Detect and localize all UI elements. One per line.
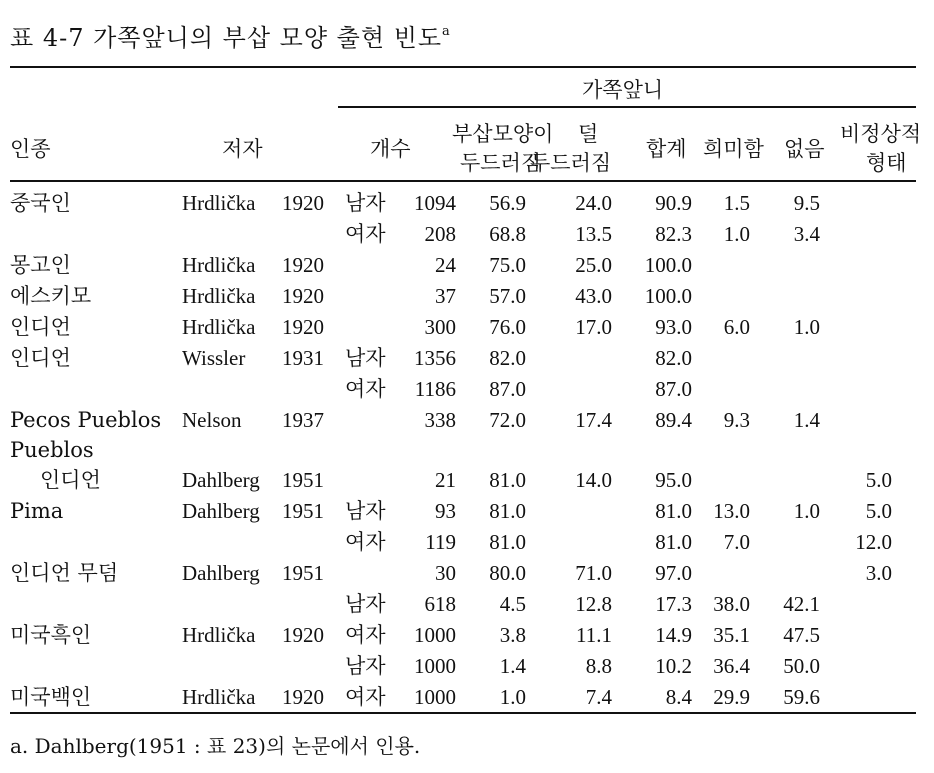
cell-sex: 여자 xyxy=(345,222,386,246)
cell-total: 82.3 xyxy=(655,222,692,246)
cell-faint: 29.9 xyxy=(713,685,750,709)
cell-count: 93 xyxy=(435,499,456,523)
cell-total: 87.0 xyxy=(655,377,692,401)
cell-less: 43.0 xyxy=(575,284,612,308)
cell-less: 17.4 xyxy=(575,408,612,432)
cell-none: 50.0 xyxy=(783,654,820,678)
cell-abnormal: 5.0 xyxy=(865,468,892,492)
cell-shovel: 3.8 xyxy=(499,623,526,647)
footnote: a. Dahlberg(1951 : 표 23)의 논문에서 인용. xyxy=(10,734,421,758)
cell-total: 10.2 xyxy=(655,654,692,678)
cell-race: 미국흑인 xyxy=(10,623,92,647)
cell-year: 1951 xyxy=(282,499,324,523)
cell-race: 몽고인 xyxy=(10,253,71,277)
header-total: 합계 xyxy=(646,137,687,161)
cell-total: 17.3 xyxy=(655,592,692,616)
cell-count: 1000 xyxy=(414,654,456,678)
header-author: 저자 xyxy=(222,137,263,161)
cell-total: 90.9 xyxy=(655,191,692,215)
cell-race: 인디언 xyxy=(40,468,101,492)
cell-year: 1951 xyxy=(282,468,324,492)
cell-count: 208 xyxy=(424,222,456,246)
cell-total: 8.4 xyxy=(665,685,692,709)
cell-sex: 남자 xyxy=(345,191,386,215)
cell-shovel: 87.0 xyxy=(489,377,526,401)
header-less-2: 두드러짐 xyxy=(530,151,612,175)
cell-count: 37 xyxy=(435,284,456,308)
group-rule xyxy=(338,106,916,108)
cell-shovel: 72.0 xyxy=(489,408,526,432)
cell-author: Dahlberg xyxy=(182,561,260,585)
cell-none: 3.4 xyxy=(793,222,820,246)
cell-less: 12.8 xyxy=(575,592,612,616)
cell-abnormal: 12.0 xyxy=(855,530,892,554)
cell-faint: 7.0 xyxy=(723,530,750,554)
cell-none: 47.5 xyxy=(783,623,820,647)
cell-sex: 남자 xyxy=(345,346,386,370)
cell-year: 1920 xyxy=(282,315,324,339)
cell-faint: 13.0 xyxy=(713,499,750,523)
cell-count: 1356 xyxy=(414,346,456,370)
cell-race: 미국백인 xyxy=(10,685,92,709)
header-faint: 희미함 xyxy=(703,137,764,161)
cell-count: 24 xyxy=(435,253,456,277)
header-abnormal-1: 비정상적 xyxy=(840,122,922,146)
cell-less: 24.0 xyxy=(575,191,612,215)
cell-none: 1.0 xyxy=(793,499,820,523)
header-none: 없음 xyxy=(784,137,825,161)
cell-faint: 9.3 xyxy=(723,408,750,432)
cell-none: 9.5 xyxy=(793,191,820,215)
cell-less: 11.1 xyxy=(576,623,612,647)
cell-count: 1094 xyxy=(414,191,456,215)
cell-race: Pecos Pueblos xyxy=(10,408,162,432)
cell-total: 93.0 xyxy=(655,315,692,339)
cell-count: 618 xyxy=(424,592,456,616)
cell-faint: 36.4 xyxy=(713,654,750,678)
cell-total: 100.0 xyxy=(644,253,692,277)
cell-less: 7.4 xyxy=(585,685,612,709)
cell-none: 59.6 xyxy=(783,685,820,709)
cell-year: 1920 xyxy=(282,623,324,647)
cell-author: Hrdlička xyxy=(182,191,256,215)
cell-shovel: 76.0 xyxy=(489,315,526,339)
bottom-rule xyxy=(10,712,916,714)
cell-race: 인디언 xyxy=(10,346,71,370)
cell-year: 1937 xyxy=(282,408,324,432)
cell-year: 1951 xyxy=(282,561,324,585)
cell-race: 에스키모 xyxy=(10,284,92,308)
cell-total: 14.9 xyxy=(655,623,692,647)
cell-race: Pima xyxy=(10,499,64,523)
cell-count: 300 xyxy=(424,315,456,339)
cell-race: 인디언 xyxy=(10,315,71,339)
cell-total: 81.0 xyxy=(655,530,692,554)
cell-less: 71.0 xyxy=(575,561,612,585)
cell-author: Hrdlička xyxy=(182,623,256,647)
table-title: 표 4-7 가쪽앞니의 부삽 모양 출현 빈도$^a$ xyxy=(10,24,451,52)
cell-faint: 1.0 xyxy=(723,222,750,246)
header-shovel-2: 두드러짐 xyxy=(460,151,542,175)
cell-count: 119 xyxy=(425,530,456,554)
cell-total: 97.0 xyxy=(655,561,692,585)
cell-shovel: 57.0 xyxy=(489,284,526,308)
group-header: 가쪽앞니 xyxy=(582,78,664,102)
cell-count: 21 xyxy=(435,468,456,492)
cell-abnormal: 5.0 xyxy=(865,499,892,523)
cell-author: Hrdlička xyxy=(182,284,256,308)
cell-year: 1920 xyxy=(282,284,324,308)
cell-less: 13.5 xyxy=(575,222,612,246)
cell-faint: 1.5 xyxy=(723,191,750,215)
title-footnote-marker: a xyxy=(442,24,451,39)
cell-sex: 남자 xyxy=(345,592,386,616)
cell-race: 중국인 xyxy=(10,191,71,215)
cell-faint: 6.0 xyxy=(723,315,750,339)
cell-none: 1.0 xyxy=(793,315,820,339)
cell-count: 1000 xyxy=(414,685,456,709)
cell-shovel: 82.0 xyxy=(489,346,526,370)
cell-less: 17.0 xyxy=(575,315,612,339)
cell-less: 14.0 xyxy=(575,468,612,492)
cell-shovel: 81.0 xyxy=(489,530,526,554)
cell-less: 25.0 xyxy=(575,253,612,277)
cell-none: 42.1 xyxy=(783,592,820,616)
cell-count: 1186 xyxy=(414,377,456,401)
cell-count: 30 xyxy=(435,561,456,585)
header-race: 인종 xyxy=(10,137,51,161)
cell-year: 1920 xyxy=(282,685,324,709)
cell-shovel: 68.8 xyxy=(489,222,526,246)
cell-shovel: 81.0 xyxy=(489,468,526,492)
cell-faint: 38.0 xyxy=(713,592,750,616)
header-rule xyxy=(10,180,916,182)
header-shovel-1: 부삽모양이 xyxy=(452,122,554,146)
cell-author: Dahlberg xyxy=(182,468,260,492)
cell-year: 1920 xyxy=(282,253,324,277)
cell-total: 82.0 xyxy=(655,346,692,370)
cell-year: 1931 xyxy=(282,346,324,370)
cell-sex: 남자 xyxy=(345,654,386,678)
cell-race: 인디언 무덤 xyxy=(10,561,119,585)
top-rule xyxy=(10,66,916,68)
cell-shovel: 56.9 xyxy=(489,191,526,215)
cell-count: 338 xyxy=(424,408,456,432)
cell-author: Hrdlička xyxy=(182,253,256,277)
cell-total: 89.4 xyxy=(655,408,692,432)
cell-total: 81.0 xyxy=(655,499,692,523)
header-less-1: 덜 xyxy=(578,122,599,146)
cell-count: 1000 xyxy=(414,623,456,647)
header-count: 개수 xyxy=(370,137,411,161)
cell-total: 100.0 xyxy=(644,284,692,308)
cell-none: 1.4 xyxy=(793,408,820,432)
cell-race: Pueblos xyxy=(10,438,94,462)
cell-shovel: 80.0 xyxy=(489,561,526,585)
header-abnormal-2: 형태 xyxy=(866,151,907,175)
cell-shovel: 75.0 xyxy=(489,253,526,277)
cell-abnormal: 3.0 xyxy=(865,561,892,585)
cell-sex: 여자 xyxy=(345,377,386,401)
cell-shovel: 81.0 xyxy=(489,499,526,523)
cell-year: 1920 xyxy=(282,191,324,215)
cell-sex: 여자 xyxy=(345,623,386,647)
cell-sex: 여자 xyxy=(345,530,386,554)
cell-shovel: 1.0 xyxy=(499,685,526,709)
cell-total: 95.0 xyxy=(655,468,692,492)
cell-author: Wissler xyxy=(182,346,246,370)
cell-author: Hrdlička xyxy=(182,685,256,709)
cell-author: Dahlberg xyxy=(182,499,260,523)
cell-shovel: 4.5 xyxy=(499,592,526,616)
cell-less: 8.8 xyxy=(585,654,612,678)
cell-sex: 남자 xyxy=(345,499,386,523)
cell-author: Nelson xyxy=(182,408,242,432)
cell-sex: 여자 xyxy=(345,685,386,709)
cell-faint: 35.1 xyxy=(713,623,750,647)
cell-author: Hrdlička xyxy=(182,315,256,339)
cell-shovel: 1.4 xyxy=(499,654,526,678)
